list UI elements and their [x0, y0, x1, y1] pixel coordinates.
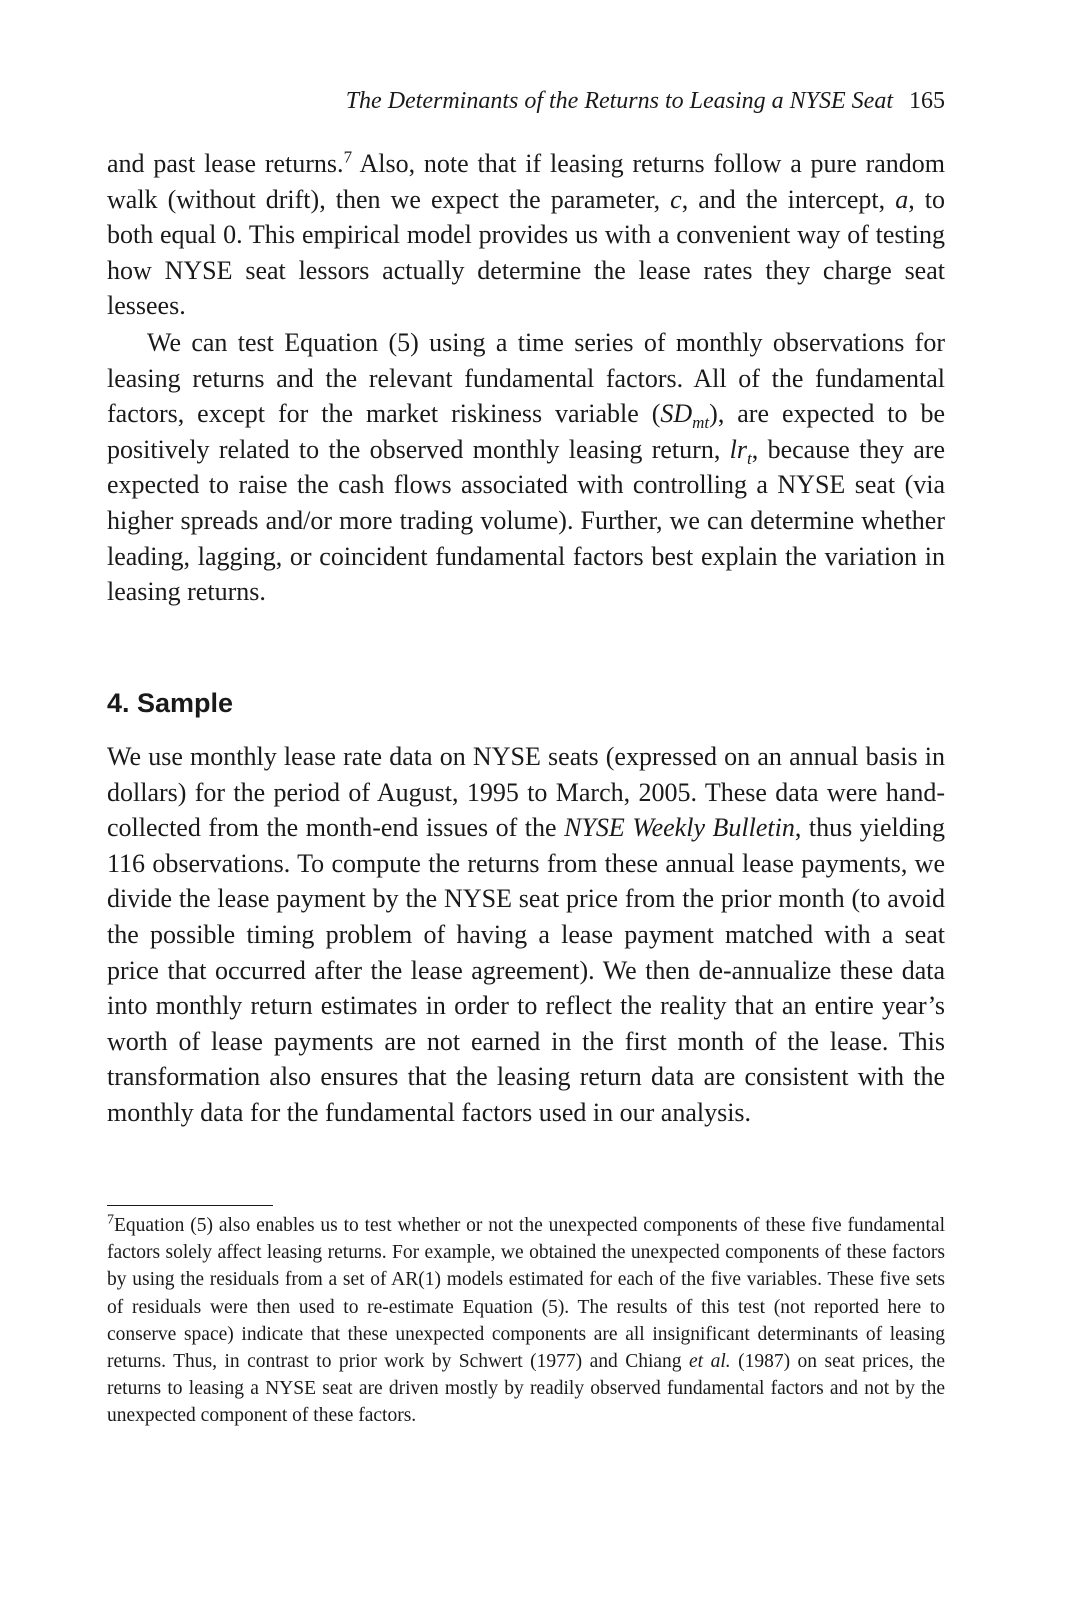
paragraph-text: We use monthly lease rate data on NYSE seats (expressed on an annual basis in dollars) for the period of August, 1995 to March, 2005. These data were hand-collected from the month-end issues of the — [107, 742, 945, 843]
footnote-marker: 7 — [107, 1212, 114, 1228]
variable-lr: $lr_t$ — [729, 434, 752, 468]
paragraph-text: , and the intercept, — [681, 184, 896, 214]
footnote-divider — [107, 1205, 273, 1206]
paragraph-equation-test — [107, 325, 945, 610]
variable-a: a — [895, 184, 909, 214]
paragraph-text: and past lease returns. — [107, 149, 344, 178]
footnote-text: (1987) on seat prices, the returns to leasing a NYSE seat are driven mostly by readily observed fundamental factors and not by the unexpected component of these factors. — [107, 1351, 946, 1427]
publication-title: NYSE Weekly Bulletin — [564, 813, 795, 843]
paragraph-sample — [107, 739, 945, 1131]
footnote — [107, 1212, 945, 1430]
paragraph-continued — [107, 146, 945, 324]
section-heading: 4. Sample — [107, 688, 234, 718]
running-header — [107, 86, 945, 116]
paragraph-text: Also, note that if leasing returns follow a pure random walk (without drift), then we expect the parameter, — [107, 149, 945, 214]
paragraph-text: , because they are expected to raise the cash flows associated with controlling a NYSE seat (via higher spreads and/or more trading volume). Further, we can determine whether leading, lagging, or coincident fundamental factors best explain the variation in leasing returns. — [107, 434, 945, 607]
paragraph-text: , thus yielding 116 observations. To compute the returns from these annual lease payments, we divide the lease payment by the NYSE seat price from the prior month (to avoid the possible timing problem of having a lease payment matched with a seat price that occurred after the lease agreement). We then de-annualize these data into monthly return estimates in order to reflect the reality that an entire year’s worth of lease payments are not earned in the first month of the lease. This transformation also ensures that the leasing return data are consistent with the monthly data for the fundamental factors used in our analysis. — [107, 813, 945, 1127]
running-title: The Determinants of the Returns to Leasing a NYSE Seat — [345, 88, 893, 114]
page-number: 165 — [909, 88, 945, 114]
paragraph-text: ), are expected to be positively related to the observed monthly leasing return, — [107, 399, 945, 464]
variable-c: c — [670, 184, 682, 214]
paragraph-text: , to both equal 0. This empirical model provides us with a convenient way of testing how NYSE seat lessors actually determine the lease rates they charge seat lessees. — [107, 184, 945, 321]
footnote-text: Equation (5) also enables us to test whether or not the unexpected components of these five fundamental factors solely affect leasing returns. For example, we obtained the unexpected components of these factors by using the residuals from a set of AR(1) models estimated for each of the five variables. These five sets of residuals were then used to re-estimate Equation (5). The results of this test (not reported here to conserve space) indicate that these unexpected components are all insignificant determinants of leasing returns. Thus, in contrast to prior work by Schwert (1977) and Chiang — [107, 1215, 945, 1373]
footnote-reference: 7 — [343, 147, 353, 167]
variable-sd: $SD_{mt}$ — [660, 399, 710, 433]
footnote-et-al: et al. — [689, 1351, 731, 1373]
paragraph-text: We can test Equation (5) using a time series of monthly observations for leasing returns and the relevant fundamental factors. All of the fundamental factors, except for the market riskiness variable ( — [107, 328, 945, 429]
